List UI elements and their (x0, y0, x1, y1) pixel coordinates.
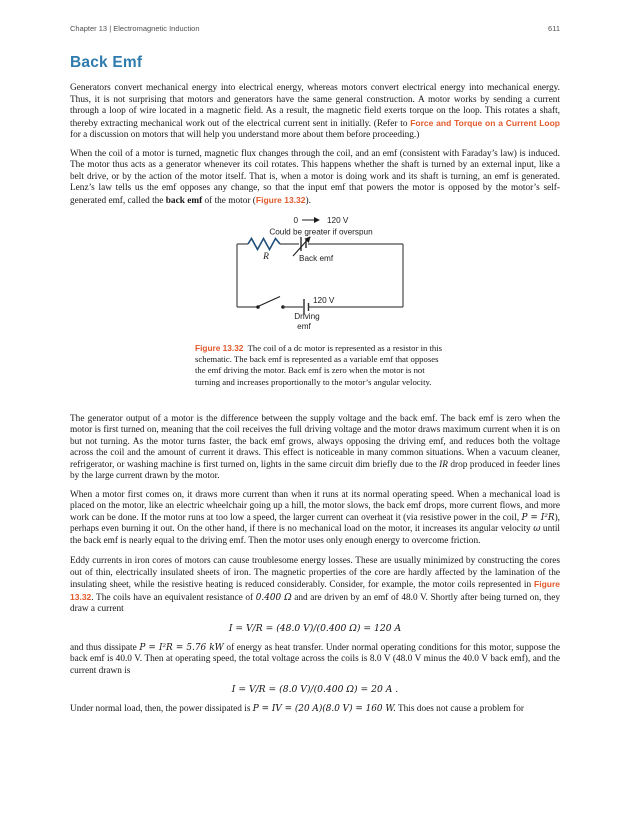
resistor-symbol (248, 239, 280, 250)
figure-caption (195, 343, 447, 388)
figure-13-32-diagram (180, 211, 460, 341)
paragraph-generator-output (70, 414, 560, 483)
text-segment: and thus dissipate (70, 642, 140, 653)
text-segment: Under normal load, then, the power dissipated is (70, 704, 253, 715)
text-segment: The generator output of a motor is the difference between the supply voltage and the back emf. The back emf is zero when the motor is first turned on, meaning that the coil receives the full driving voltage and the motor draws maximum current when it is on but not turning. As the motor turns faster, the back emf grows, always opposing the driving emf, and reduces both the voltage across the coil and the amount of current it draws. This effect is noticeable in many common situations. When a vacuum cleaner, refrigerator, or washing machine is first turned on, lights in the same circuit dim briefly due to the (70, 413, 560, 470)
text-segment: for a discussion on motors that will help you understand more about them before proceeding.) (70, 130, 420, 140)
text-segment: This does not cause a problem for (395, 704, 524, 715)
cross-reference-link[interactable]: Figure 13.32 (255, 194, 306, 205)
text-segment: Figure 13.32 (195, 343, 244, 353)
text-segment: P = IV = (20 A)(8.0 V) = 160 W. (252, 704, 396, 715)
text-segment: Eddy currents in iron cores of motors can cause troublesome energy losses. These are usually minimized by constructing the cores out of thin, electrically insulated sheets of iron. The magnetic properties of the core are hardly affected by the lamination of the insulating sheet, while the resistive heating is reduced considerably. Consider, for example, the motor coils represented in (70, 556, 560, 591)
cross-reference-link[interactable]: Figure 13.32 (70, 579, 560, 602)
chapter-header: Chapter 13 | Electromagnetic Induction (70, 24, 200, 33)
back-emf-label: Back emf (299, 254, 334, 263)
paragraph-generators (70, 83, 560, 142)
section-title: Back Emf (70, 54, 143, 71)
text-segment: ω (533, 524, 541, 535)
equation-operating-current: I = V/R = (8.0 V)/(0.400 Ω) = 20 A . (231, 684, 399, 696)
text-segment: of energy as heat transfer. Under normal operating conditions for this motor, suppose the back emf is 40.0 V. Then at operating speed, the total voltage across the coils is 8.0 V (48.0 V minus the 40.0 V back emf), and the current drawn is (70, 642, 560, 676)
battery-voltage-label: 120 V (313, 296, 335, 305)
text-segment: When the coil of a motor is turned, magnetic flux changes through the coil, and an emf (consistent with Faraday’s law) is induced. The motor thus acts as a generator whenever its coil rotates. This happens whether the shaft is turned by an external input, like a belt drive, or by the action of the motor itself. That is, when a motor is doing work and its shaft is turning, an emf is generated. Lenz’s law tells us the emf opposes any change, so that the input emf that powers the motor is opposed by the motor’s self-generated emf, called the (70, 148, 560, 206)
text-segment: of the motor ( (202, 195, 256, 206)
cross-reference-link[interactable]: Force and Torque on a Current Loop (410, 117, 560, 128)
text-segment: IR (439, 459, 448, 470)
overspun-note: Could be greater if overspun (269, 227, 373, 237)
text-segment: P = I²R (521, 512, 555, 523)
equation-startup-current: I = V/R = (48.0 V)/(0.400 Ω) = 120 A (228, 622, 402, 634)
text-segment: ). (305, 195, 311, 206)
text-segment: and are driven by an emf of 48.0 V. Shortly after being turned on, they draw a current (70, 592, 560, 615)
driving-emf-label-line2: emf (297, 322, 311, 331)
text-segment: Generators convert mechanical energy into electrical energy, whereas motors convert electrical energy into mechanical energy. Thus, it is not surprising that motors and generators have the same general construction. A motor works by sending a current through a loop of wire located in a magnetic field. As a result, the magnetic field exerts torque on the loop. This rotates a shaft, thereby extracting mechanical work out of the electrical current sent in initially. (Refer to (70, 83, 560, 129)
text-segment: 0.400 Ω (255, 592, 292, 603)
paragraph-back-emf-intro (70, 149, 560, 208)
range-max-label: 120 V (327, 216, 349, 225)
running-head (0, 0, 630, 33)
text-segment: ), perhaps even burning it out. On the other hand, if there is no mechanical load on the motor, it increases its angular velocity (70, 512, 560, 535)
paragraph-normal-load (70, 704, 560, 716)
switch-lever (259, 297, 280, 307)
text-segment: until the back emf is nearly equal to the driving emf. Then the motor uses only enough energy to overcome friction. (70, 524, 560, 546)
text-segment: . The coils have an equivalent resistance of (91, 592, 256, 603)
text-segment: drop produced in feeder lines by the large current drawn by the motor. (70, 459, 560, 482)
page-number: 611 (548, 24, 560, 33)
text-segment: The coil of a dc motor is represented as a resistor in this schematic. The back emf is represented as a variable emf that opposes the emf driving the motor. Back emf is zero when the motor is not turning and increases proportionally to the motor’s angular velocity. (195, 343, 443, 387)
paragraph-motor-load (70, 490, 560, 548)
circuit-schematic (180, 211, 460, 336)
paragraph-eddy-currents (70, 556, 560, 616)
driving-emf-label-line1: Driving (294, 312, 320, 321)
paragraph-dissipation (70, 643, 560, 678)
range-zero-label: 0 (293, 216, 298, 225)
text-segment: back emf (165, 195, 203, 206)
resistor-label: R (263, 252, 269, 262)
text-segment: When a motor first comes on, it draws more current than when it runs at its normal operating speed. When a mechanical load is placed on the motor, like an electric wheelchair going up a hill, the motor slows, the back emf drops, more current flows, and more work can be done. If the motor runs at too low a speed, the larger current can overheat it (via resistive power in the coil, (70, 489, 560, 523)
text-segment: P = I²R = 5.76 kW (139, 642, 224, 653)
